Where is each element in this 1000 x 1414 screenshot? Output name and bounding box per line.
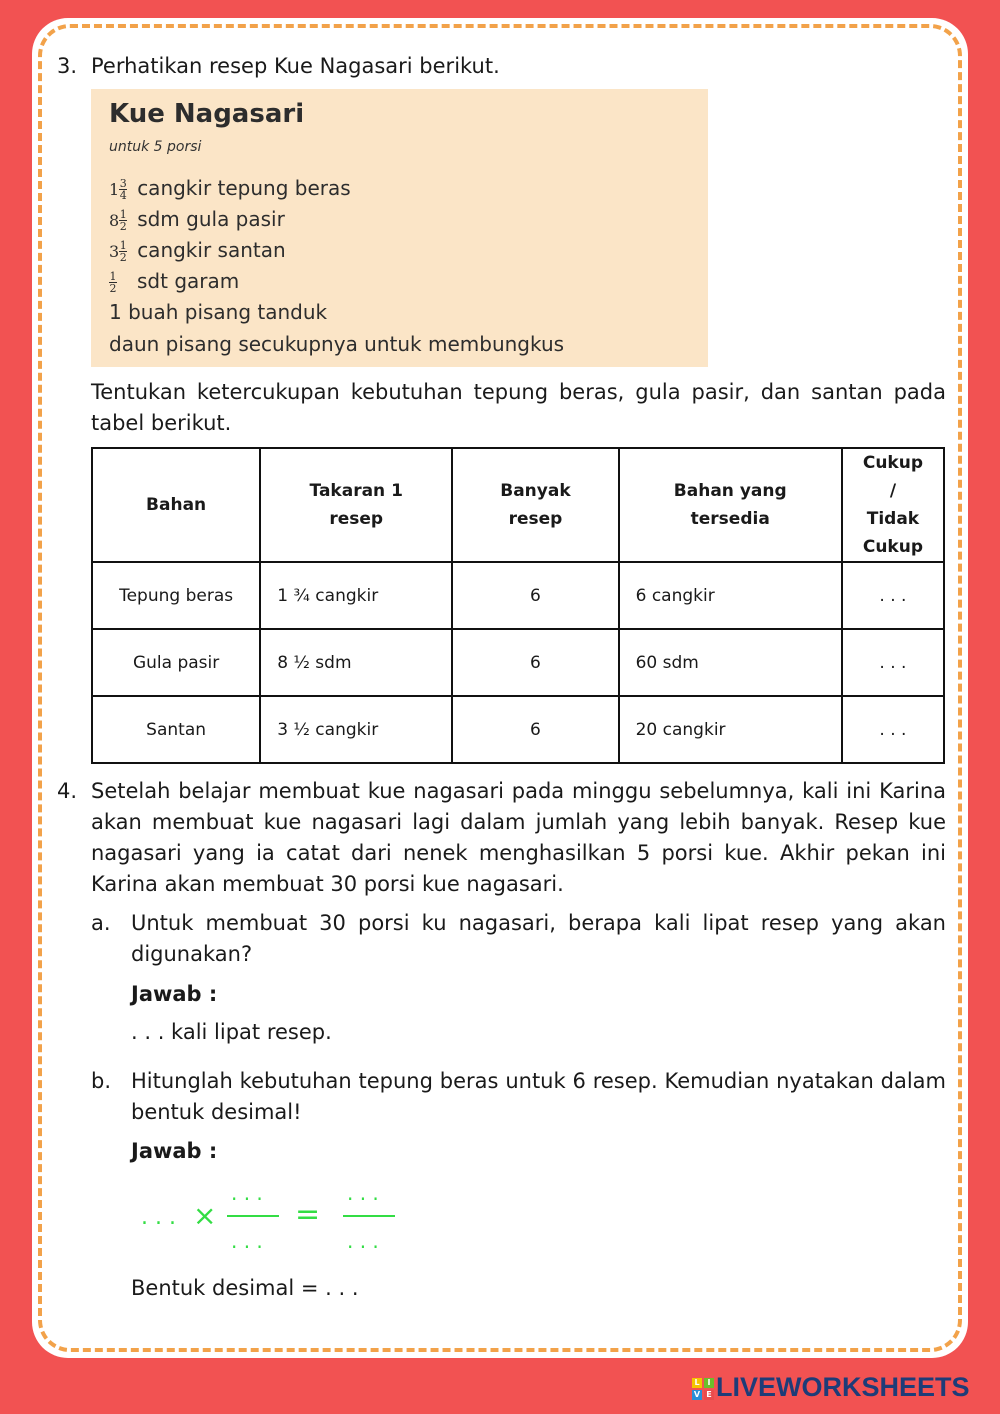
q4b-label: b. — [91, 1069, 112, 1093]
table-row — [92, 696, 944, 763]
cell-banyak: 6 — [452, 562, 618, 629]
fraction-denominator: 2 — [119, 251, 127, 264]
recipe-title: Kue Nagasari — [109, 99, 305, 129]
formula-numerator-1[interactable]: . . . — [231, 1181, 263, 1205]
formula-numerator-2[interactable]: . . . — [347, 1181, 379, 1205]
fraction-numerator: 3 — [119, 177, 127, 190]
liveworksheets-logo-icon: L I V E — [692, 1378, 714, 1400]
cell-takaran: 1 ¾ cangkir — [260, 562, 452, 629]
q4b-question: Hitunglah kebutuhan tepung beras untuk 6 resep. Kemudian nyatakan dalam bentuk desimal! — [131, 1069, 946, 1124]
table-row — [92, 562, 944, 629]
recipe-item — [109, 173, 351, 203]
recipe-item-text: cangkir tepung beras — [137, 176, 351, 200]
cell-takaran: 8 ½ sdm — [260, 629, 452, 696]
cell-tersedia: 6 cangkir — [619, 562, 842, 629]
header-cukup: Cukup / Tidak Cukup — [842, 448, 944, 562]
recipe-item — [109, 266, 239, 296]
header-tersedia: Bahan yang tersedia — [619, 448, 842, 562]
q3-instruction: Tentukan ketercukupan kebutuhan tepung beras, gula pasir, dan santan pada tabel berikut. — [91, 380, 946, 435]
formula-blank-1[interactable]: . . . — [141, 1205, 176, 1230]
q4a-jawab-label: Jawab : — [131, 982, 218, 1006]
fraction — [119, 209, 127, 232]
formula-denominator-2[interactable]: . . . — [347, 1229, 379, 1253]
q4b-jawab-label: Jawab : — [131, 1139, 218, 1163]
q4a-question: Untuk membuat 30 porsi ku nagasari, berapa kali lipat resep yang akan digunakan? — [131, 911, 946, 966]
fraction-numerator: 1 — [109, 270, 117, 283]
fraction-denominator: 4 — [119, 189, 127, 202]
table-header-row — [92, 448, 944, 562]
equals-sign: = — [295, 1197, 321, 1232]
recipe-item-text: sdm gula pasir — [137, 207, 285, 231]
q3-number: 3. — [57, 54, 78, 78]
table-row — [92, 629, 944, 696]
recipe-item-text: cangkir santan — [137, 238, 286, 262]
fraction-denominator: 2 — [109, 282, 117, 295]
header-takaran: Takaran 1 resep — [260, 448, 452, 562]
recipe-item — [109, 204, 285, 234]
cell-bahan: Gula pasir — [92, 629, 260, 696]
cell-takaran: 3 ½ cangkir — [260, 696, 452, 763]
fraction-numerator: 1 — [119, 208, 127, 221]
times-sign: × — [193, 1199, 217, 1232]
q4a-answer[interactable]: . . . kali lipat resep. — [131, 1020, 332, 1044]
fraction — [119, 240, 127, 263]
cell-banyak: 6 — [452, 696, 618, 763]
fraction-denominator: 2 — [119, 220, 127, 233]
cell-banyak: 6 — [452, 629, 618, 696]
cell-bahan: Tepung beras — [92, 562, 260, 629]
fraction-formula — [137, 1181, 407, 1260]
cell-tersedia: 20 cangkir — [619, 696, 842, 763]
q4-number: 4. — [57, 779, 78, 803]
recipe-subtitle: untuk 5 porsi — [109, 139, 202, 155]
recipe-item: daun pisang secukupnya untuk membungkus — [109, 332, 565, 356]
q3-intro: Perhatikan resep Kue Nagasari berikut. — [91, 54, 500, 78]
cell-cukup-answer[interactable]: . . . — [842, 629, 944, 696]
fraction-whole: 1 — [109, 180, 120, 199]
decimal-answer[interactable]: Bentuk desimal = . . . — [131, 1276, 359, 1300]
q4a-label: a. — [91, 911, 111, 935]
sufficiency-table — [91, 447, 945, 764]
recipe-item — [109, 235, 286, 265]
fraction-whole: 3 — [109, 242, 120, 261]
header-bahan: Bahan — [92, 448, 260, 562]
cell-bahan: Santan — [92, 696, 260, 763]
cell-cukup-answer[interactable]: . . . — [842, 562, 944, 629]
recipe-item: 1 buah pisang tanduk — [109, 300, 328, 324]
fraction — [109, 271, 117, 294]
fraction — [119, 178, 127, 201]
q4-intro: Setelah belajar membuat kue nagasari pada minggu sebelumnya, kali ini Karina akan membuat kue nagasari lagi dalam jumlah yang lebih banyak. Resep kue nagasari yang ia catat dari nenek menghasilkan 5 porsi kue. Akhir pekan ini Karina akan membuat 30 porsi kue nagasari. — [91, 779, 946, 896]
header-banyak: Banyak resep — [452, 448, 618, 562]
fraction-bar — [343, 1215, 395, 1217]
formula-denominator-1[interactable]: . . . — [231, 1229, 263, 1253]
fraction-whole: 8 — [109, 211, 120, 230]
cell-cukup-answer[interactable]: . . . — [842, 696, 944, 763]
liveworksheets-brand: LIVEWORKSHEETS — [716, 1372, 970, 1402]
recipe-item-text: sdt garam — [137, 269, 240, 293]
fraction-numerator: 1 — [119, 239, 127, 252]
fraction-bar — [227, 1215, 279, 1217]
cell-tersedia: 60 sdm — [619, 629, 842, 696]
recipe-box — [91, 89, 708, 367]
